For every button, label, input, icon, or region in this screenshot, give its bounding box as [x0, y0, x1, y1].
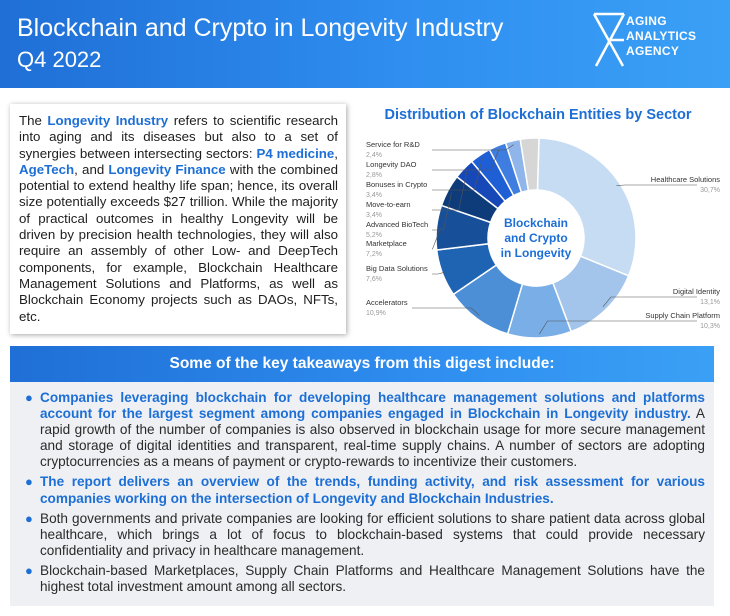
chart-title: Distribution of Blockchain Entities by Sector	[384, 107, 692, 123]
category-label: Bonuses in Crypto	[366, 180, 428, 189]
bullet-icon: ●	[25, 562, 33, 578]
value-label: 3,4%	[366, 192, 382, 199]
bullet-icon: ●	[25, 390, 33, 405]
intro-highlight-longevity-finance: Longevity Finance	[108, 161, 226, 177]
intro-text: ,	[334, 145, 338, 161]
logo-text-line-2: ANALYTICS	[626, 29, 697, 43]
intro-highlight-longevity-industry: Longevity Industry	[47, 113, 169, 128]
intro-text: refers to scientific research into aging and its diseases but also to a set of synergies between intersecting sectors:	[19, 113, 339, 161]
agency-logo	[590, 10, 720, 80]
bullet-icon: ●	[25, 510, 33, 526]
value-label: 3,4%	[366, 212, 382, 219]
logo-text-line-1: AGING	[626, 14, 667, 28]
takeaways-box	[10, 382, 714, 606]
center-label: and Crypto	[504, 231, 568, 245]
category-label: Supply Chain Platform	[645, 311, 720, 320]
header-banner	[0, 0, 730, 88]
takeaway-text: Blockchain-based Marketplaces, Supply Chain Platforms and Healthcare Management Solutions have the highest total investment amount among all sectors.	[40, 562, 705, 595]
page-title: Blockchain and Crypto in Longevity Industry	[17, 14, 504, 42]
center-label: in Longevity	[500, 246, 572, 260]
intro-text: with the combined potential to extend healthy life span; hence, its overall size potentially exceeds $27 trillion. While the majority of practical outcomes in healthy Longevity will be driven by precision health technologies, they will also require an assembly of other Low- and DeepTech components, for example, Blockchain Healthcare Management Solutions and Platforms, as well as Blockchain Economy projects such as DAOs, NFTs, etc.	[19, 161, 338, 324]
value-label: 7,6%	[366, 276, 382, 283]
takeaways-banner: Some of the key takeaways from this digest include:	[10, 346, 714, 382]
category-label: Accelerators	[366, 298, 408, 307]
category-label: Move-to-earn	[366, 200, 411, 209]
category-label: Service for R&D	[366, 140, 420, 149]
takeaway-item	[20, 390, 705, 470]
takeaway-text: Both governments and private companies are looking for efficient solutions to share patient data across global healthcare, which brings a lot of focus to blockchain-based systems that could provide necessary confidentiality and privacy in healthcare management.	[40, 510, 705, 558]
takeaway-text: A rapid growth of the number of companies is also observed in blockchain usage for more secure management and storage of digital identities and transparent, real-time supply chains. A number of sectors are adopting cryptocurrencies as a means of payment or crypto-rewards to incentivize their customers.	[40, 406, 705, 470]
bullet-icon: ●	[25, 474, 33, 490]
value-label: 10,9%	[366, 310, 386, 317]
takeaway-item	[20, 563, 705, 595]
intro-highlight-p4-medicine: P4 medicine	[256, 145, 335, 161]
intro-text: The	[19, 113, 48, 128]
value-label: 30,7%	[700, 187, 720, 194]
intro-text: , and	[74, 161, 109, 177]
intro-text-box	[10, 104, 346, 334]
category-label: Big Data Solutions	[366, 264, 428, 273]
value-label: 7,2%	[366, 251, 382, 258]
value-label: 10,3%	[700, 323, 720, 330]
takeaway-highlight: Companies leveraging blockchain for developing healthcare management solutions and platforms account for the largest segment among companies engaged in Blockchain in Longevity industry.	[40, 390, 705, 422]
takeaway-highlight: The report delivers an overview of the trends, funding activity, and risk assessment for various companies working on the intersection of Longevity and Blockchain Industries.	[40, 474, 705, 506]
category-label: Longevity DAO	[366, 160, 417, 169]
value-label: 13,1%	[700, 299, 720, 306]
value-label: 2,8%	[366, 172, 382, 179]
takeaways-list	[20, 390, 705, 595]
category-label: Digital Identity	[672, 287, 720, 296]
donut-chart	[352, 128, 724, 340]
center-label: Blockchain	[503, 216, 569, 230]
category-label: Advanced BioTech	[366, 220, 429, 229]
intro-highlight-agetech: AgeTech	[19, 161, 75, 177]
page-subtitle: Q4 2022	[17, 47, 102, 72]
value-label: 2,4%	[366, 152, 382, 159]
category-label: Healthcare Solutions	[650, 175, 720, 184]
logo-text-line-3: AGENCY	[626, 44, 680, 58]
leader-line	[603, 297, 697, 307]
takeaway-item	[20, 511, 705, 559]
takeaway-item	[20, 474, 705, 506]
category-label: Marketplace	[366, 239, 407, 248]
logo-hourglass-icon	[590, 10, 630, 72]
leader-line	[616, 185, 697, 186]
value-label: 5,2%	[366, 232, 382, 239]
